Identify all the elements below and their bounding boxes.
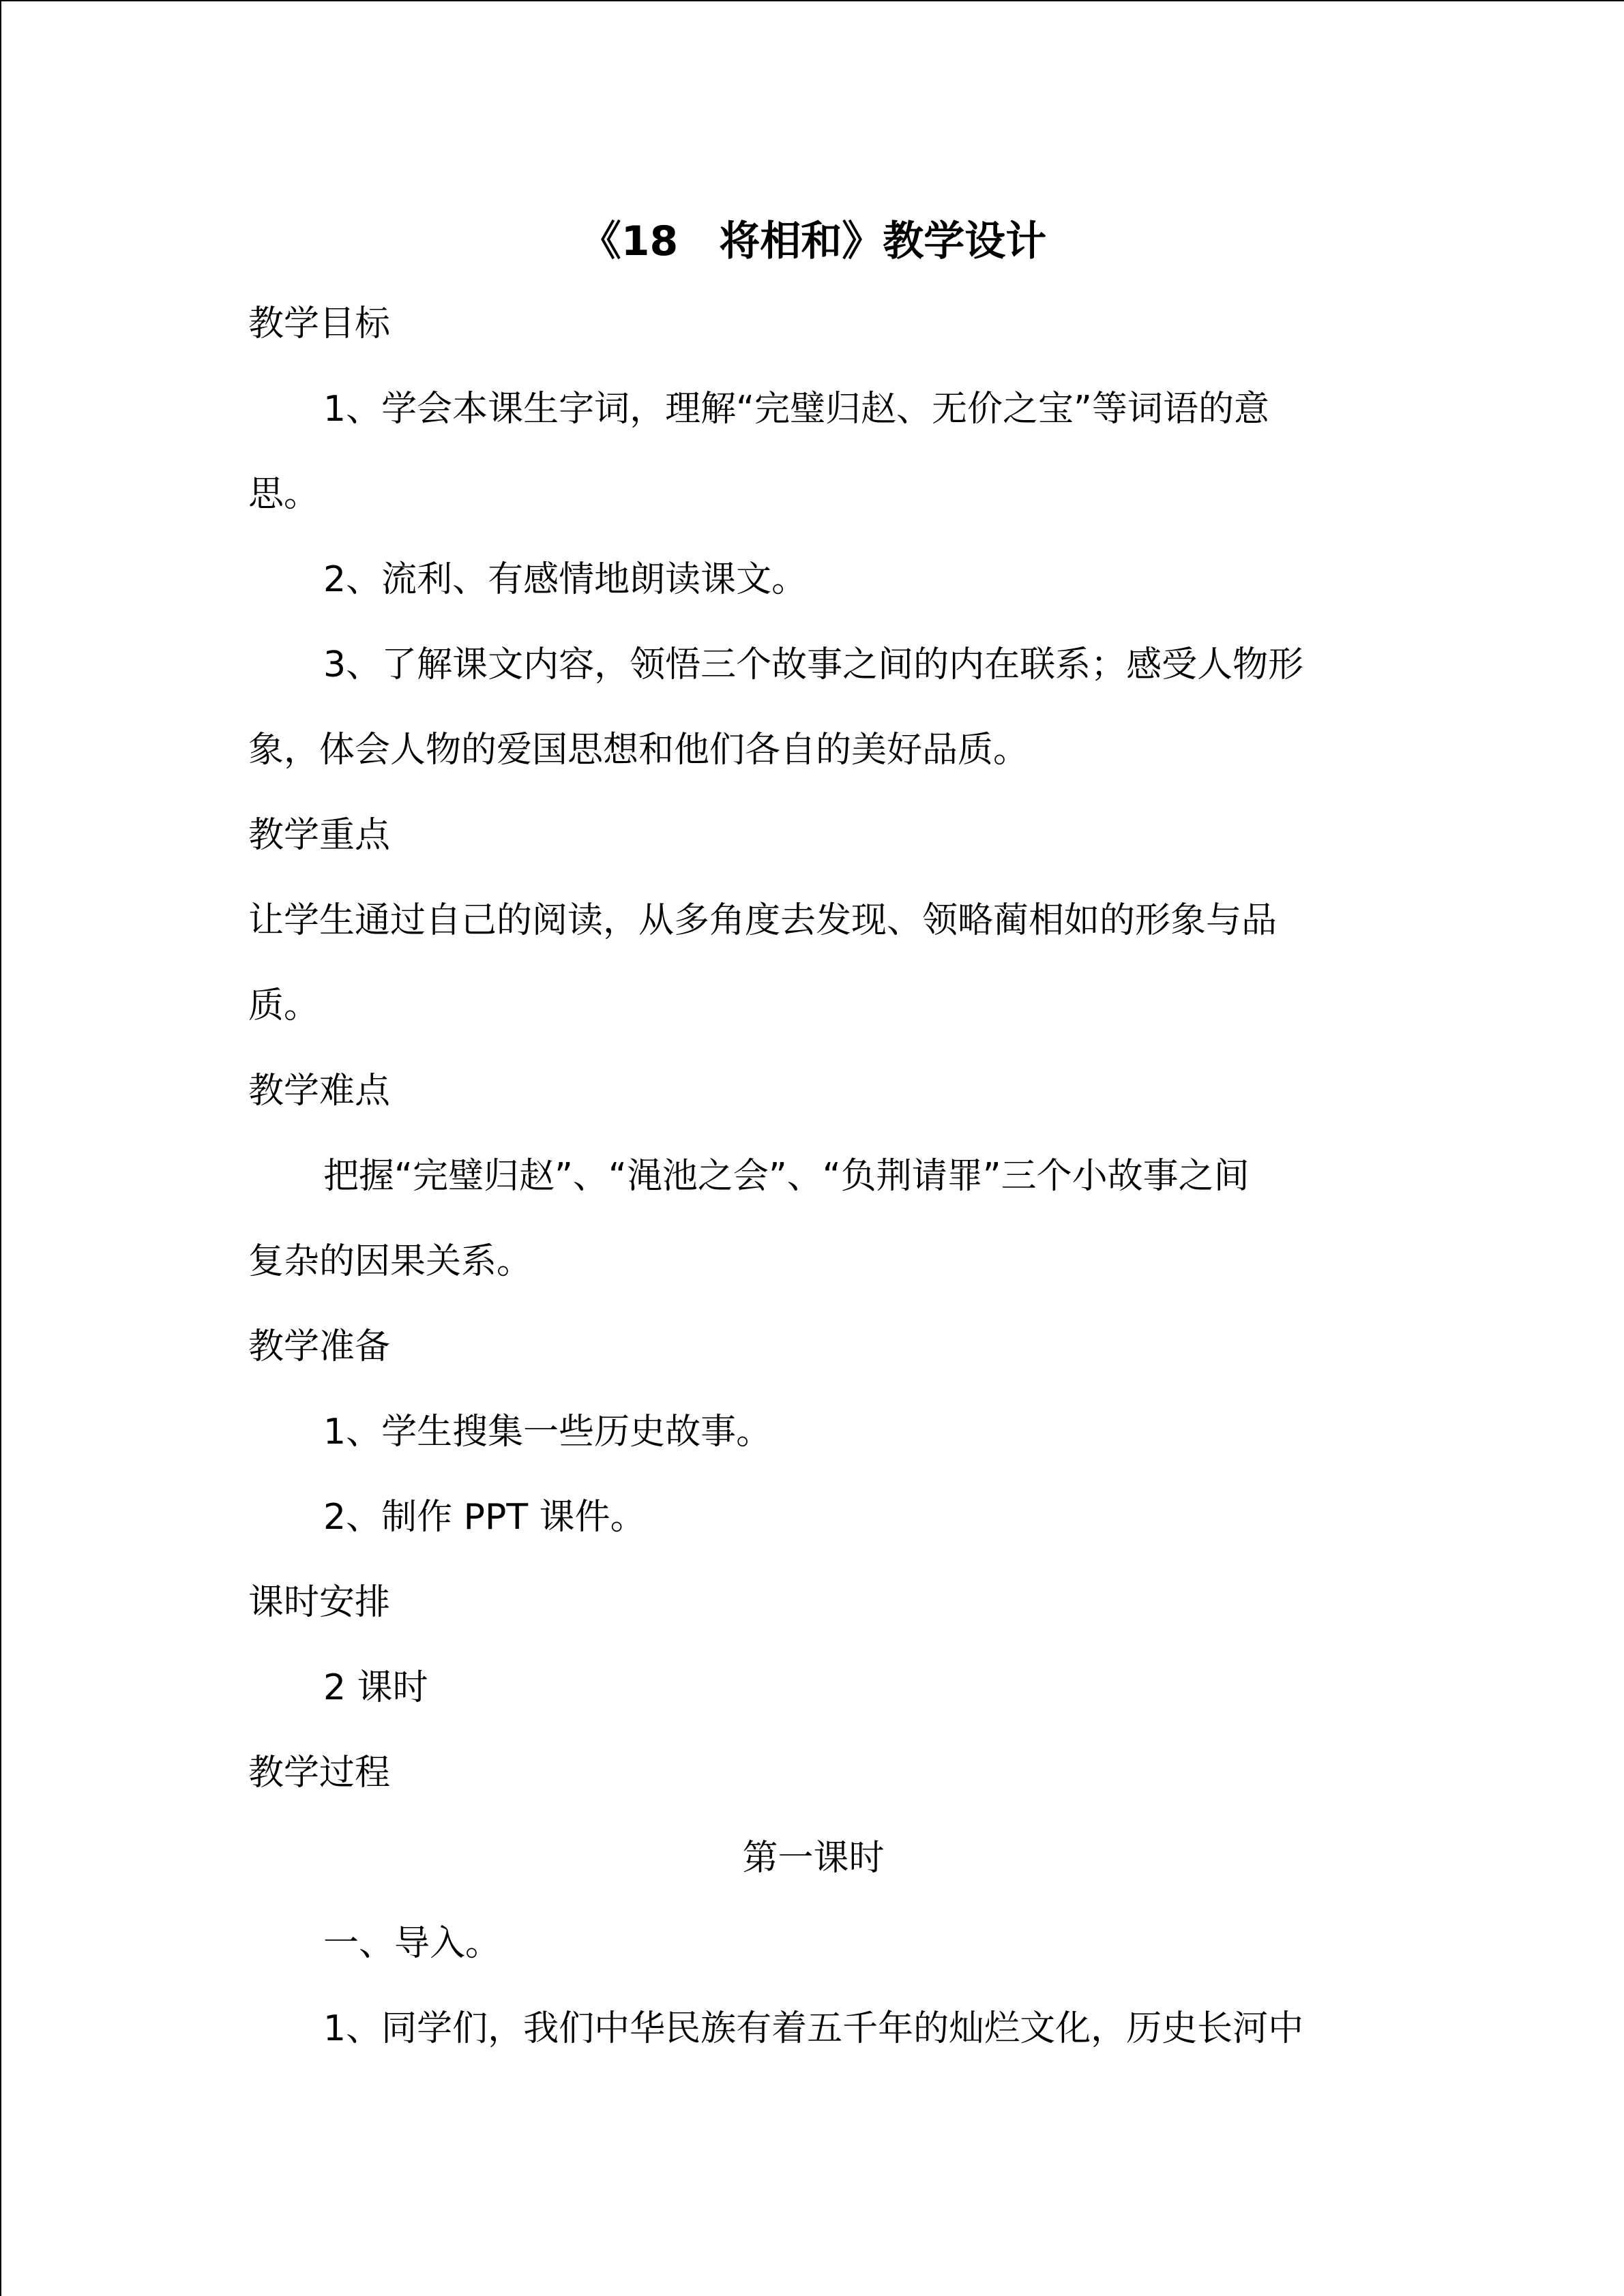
paragraph-line: 让学生通过自己的阅读，从多角度去发现、领略蔺相如的形象与品 [248, 900, 1278, 941]
paragraph-line: 1、同学们，我们中华民族有着五千年的灿烂文化，历史长河中 [323, 2008, 1304, 2049]
paragraph-line: 把握“完璧归赵”、“渑池之会”、“负荆请罪”三个小故事之间 [323, 1156, 1250, 1197]
section-heading-difficulties: 教学难点 [248, 1071, 391, 1112]
paragraph-line: 2、制作 PPT 课件。 [323, 1497, 646, 1538]
paragraph-line: 1、学会本课生字词，理解“完璧归赵、无价之宝”等词语的意 [323, 389, 1269, 430]
paragraph-line: 2、流利、有感情地朗读课文。 [323, 559, 808, 600]
paragraph-line: 2 课时 [323, 1667, 428, 1708]
lesson-subheading: 第一课时 [742, 1838, 885, 1879]
section-heading-preparation: 教学准备 [248, 1326, 391, 1367]
paragraph-line: 象，体会人物的爱国思想和他们各自的美好品质。 [248, 730, 1029, 771]
paragraph-line: 复杂的因果关系。 [248, 1241, 533, 1282]
section-heading-schedule: 课时安排 [248, 1582, 391, 1623]
paragraph-line: 思。 [248, 474, 320, 515]
paragraph-line: 1、学生搜集一些历史故事。 [323, 1412, 772, 1452]
paragraph-line: 一、导入。 [323, 1923, 501, 1964]
section-heading-key-points: 教学重点 [248, 815, 391, 856]
section-heading-process: 教学过程 [248, 1753, 391, 1793]
section-heading-objectives: 教学目标 [248, 303, 391, 344]
paragraph-line: 3、了解课文内容，领悟三个故事之间的内在联系；感受人物形 [323, 644, 1304, 685]
document-title: 《18 将相和》教学设计 [580, 218, 1047, 265]
paragraph-line: 质。 [248, 985, 320, 1026]
